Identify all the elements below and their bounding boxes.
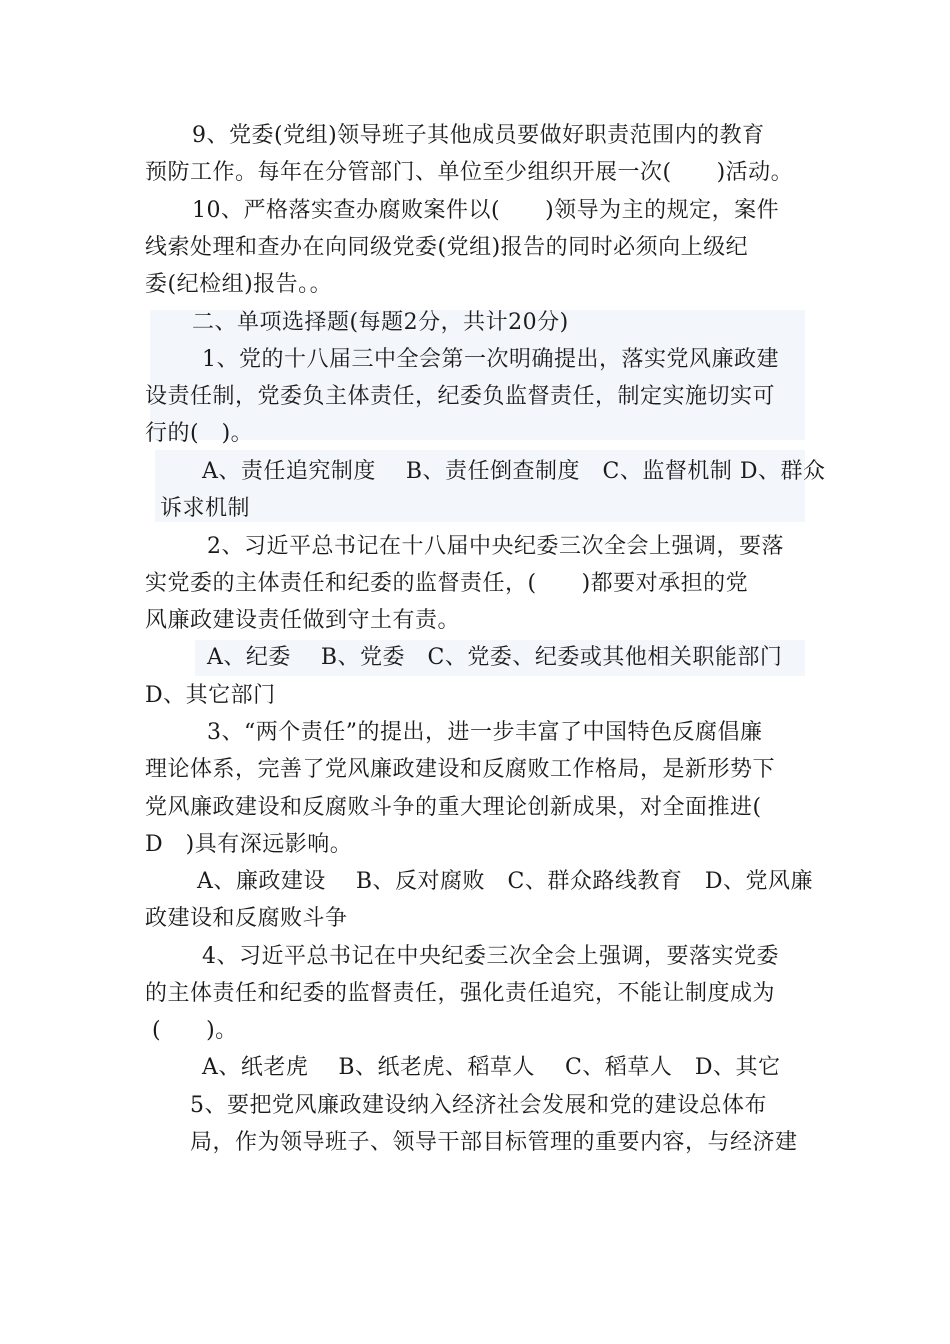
- options-line: D、其它部门: [145, 683, 276, 708]
- text-line: 风廉政建设责任做到守土有责。: [145, 608, 461, 633]
- text-line: 局，作为领导班子、领导干部目标管理的重要内容，与经济建: [190, 1130, 798, 1155]
- text-line: ( )。: [152, 1018, 238, 1043]
- text-line: 5、要把党风廉政建设纳入经济社会发展和党的建设总体布: [190, 1093, 767, 1118]
- text-line: 实党委的主体责任和纪委的监督责任，( )都要对承担的党: [145, 571, 749, 596]
- text-line: 委(纪检组)报告。。: [145, 272, 333, 297]
- section-heading: 二、单项选择题(每题2分，共计20分): [192, 310, 569, 335]
- text-line: 党风廉政建设和反腐败斗争的重大理论创新成果，对全面推进(: [145, 795, 762, 820]
- options-line: 诉求机制: [160, 496, 251, 521]
- text-line: 9、党委(党组)领导班子其他成员要做好职责范围内的教育: [192, 123, 765, 148]
- text-line: 的主体责任和纪委的监督责任，强化责任追究，不能让制度成为: [145, 981, 776, 1006]
- options-line: A、纸老虎 B、纸老虎、稻草人 C、稻草人 D、其它: [202, 1055, 781, 1080]
- text-line: 行的( )。: [145, 421, 254, 446]
- text-line: 预防工作。每年在分管部门、单位至少组织开展一次( )活动。: [145, 160, 794, 185]
- options-line: A、廉政建设 B、反对腐败 C、群众路线教育 D、党风廉: [197, 869, 814, 894]
- text-line: 设责任制，党委负主体责任，纪委负监督责任，制定实施切实可: [145, 384, 776, 409]
- text-line: 3、“两个责任”的提出，进一步丰富了中国特色反腐倡廉: [207, 720, 763, 745]
- text-line: 1、党的十八届三中全会第一次明确提出，落实党风廉政建: [202, 347, 779, 372]
- text-line: D )具有深远影响。: [145, 832, 353, 857]
- text-line: 4、习近平总书记在中央纪委三次全会上强调，要落实党委: [202, 944, 779, 969]
- text-line: 2、习近平总书记在十八届中央纪委三次全会上强调，要落: [207, 534, 784, 559]
- text-line: 理论体系，完善了党风廉政建设和反腐败工作格局，是新形势下: [145, 757, 776, 782]
- options-line: 政建设和反腐败斗争: [145, 906, 348, 931]
- text-line: 10、严格落实查办腐败案件以( )领导为主的规定，案件: [192, 198, 780, 223]
- text-line: 线索处理和查办在向同级党委(党组)报告的同时必须向上级纪: [145, 235, 749, 260]
- options-line: A、纪委 B、党委 C、党委、纪委或其他相关职能部门: [207, 645, 783, 670]
- options-line: A、责任追究制度 B、责任倒查制度 C、监督机制 D、群众: [202, 459, 826, 484]
